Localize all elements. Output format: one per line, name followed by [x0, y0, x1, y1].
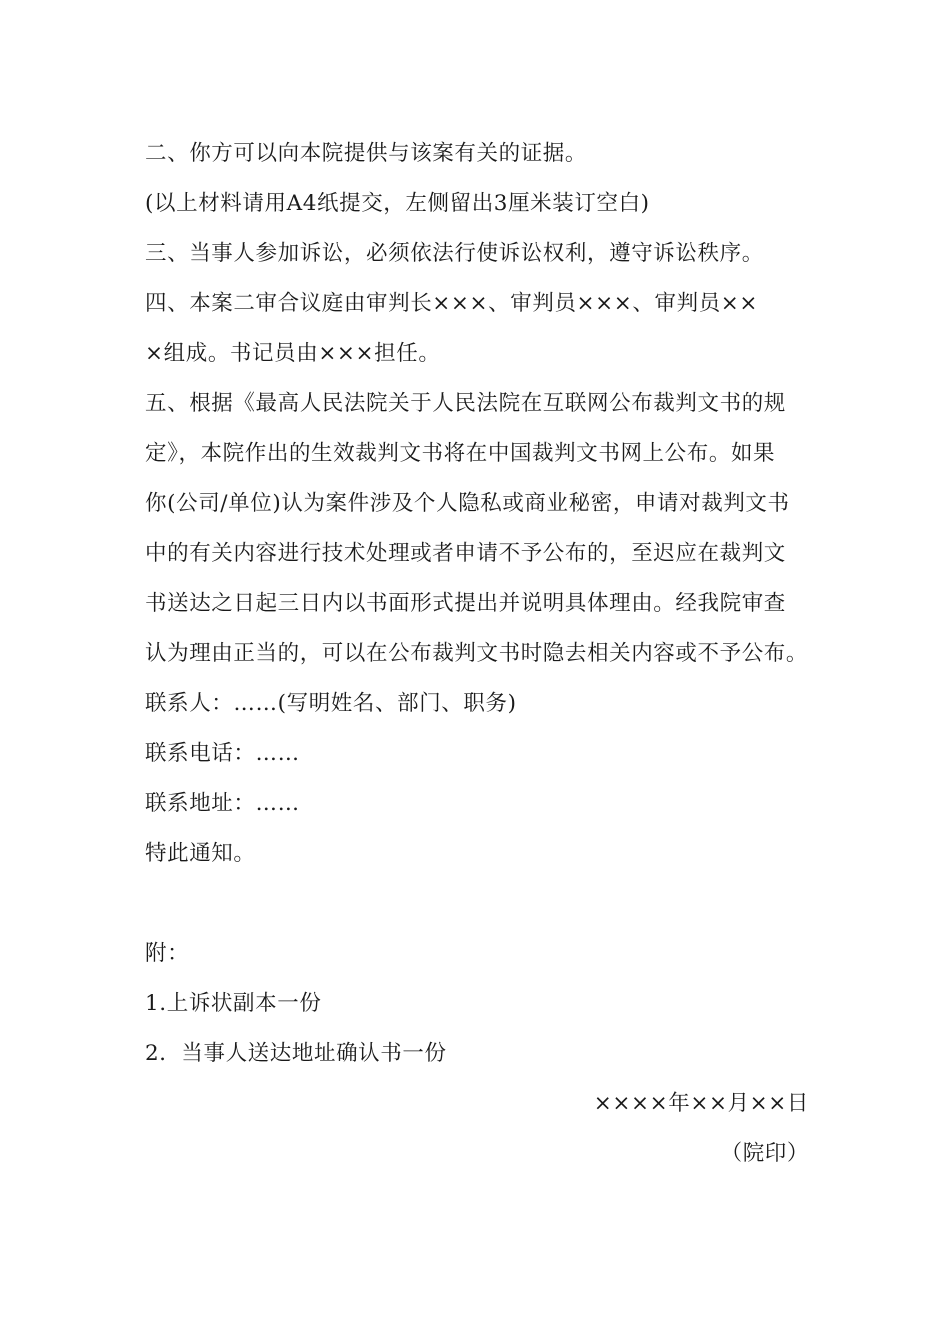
notice-item-panel-line-2: ×组成。书记员由×××担任。 [145, 341, 441, 366]
attachment-item-1: 1.上诉状副本一份 [145, 991, 322, 1016]
court-seal: （院印） [720, 1141, 809, 1166]
contact-person: 联系人：……(写明姓名、部门、职务) [145, 691, 517, 716]
document-date: ××××年××月××日 [593, 1091, 809, 1116]
closing-statement: 特此通知。 [145, 841, 256, 866]
notice-submission-note: (以上材料请用A4纸提交，左侧留出3厘米装订空白) [145, 191, 650, 216]
notice-item-publication-line-2: 定》，本院作出的生效裁判文书将在中国裁判文书网上公布。如果 [145, 441, 776, 466]
contact-address: 联系地址：…… [145, 791, 300, 816]
attachments-heading: 附： [145, 941, 190, 966]
notice-item-evidence: 二、你方可以向本院提供与该案有关的证据。 [145, 141, 588, 166]
notice-item-litigation-rights: 三、当事人参加诉讼，必须依法行使诉讼权利，遵守诉讼秩序。 [145, 241, 764, 266]
notice-item-panel-line-1: 四、本案二审合议庭由审判长×××、审判员×××、审判员×× [145, 291, 759, 316]
notice-item-publication-line-5: 书送达之日起三日内以书面形式提出并说明具体理由。经我院审查 [145, 591, 786, 616]
notice-item-publication-line-3: 你(公司/单位)认为案件涉及个人隐私或商业秘密，申请对裁判文书 [145, 491, 790, 516]
attachment-item-2: 2．当事人送达地址确认书一份 [145, 1041, 447, 1066]
document-page [145, 129, 809, 1179]
notice-item-publication-line-6: 认为理由正当的，可以在公布裁判文书时隐去相关内容或不予公布。 [145, 641, 809, 666]
notice-item-publication-line-4: 中的有关内容进行技术处理或者申请不予公布的，至迟应在裁判文 [145, 541, 786, 566]
notice-item-publication-line-1: 五、根据《最高人民法院关于人民法院在互联网公布裁判文书的规 [145, 391, 786, 416]
blank-line [145, 879, 809, 929]
contact-phone: 联系电话：…… [145, 741, 300, 766]
